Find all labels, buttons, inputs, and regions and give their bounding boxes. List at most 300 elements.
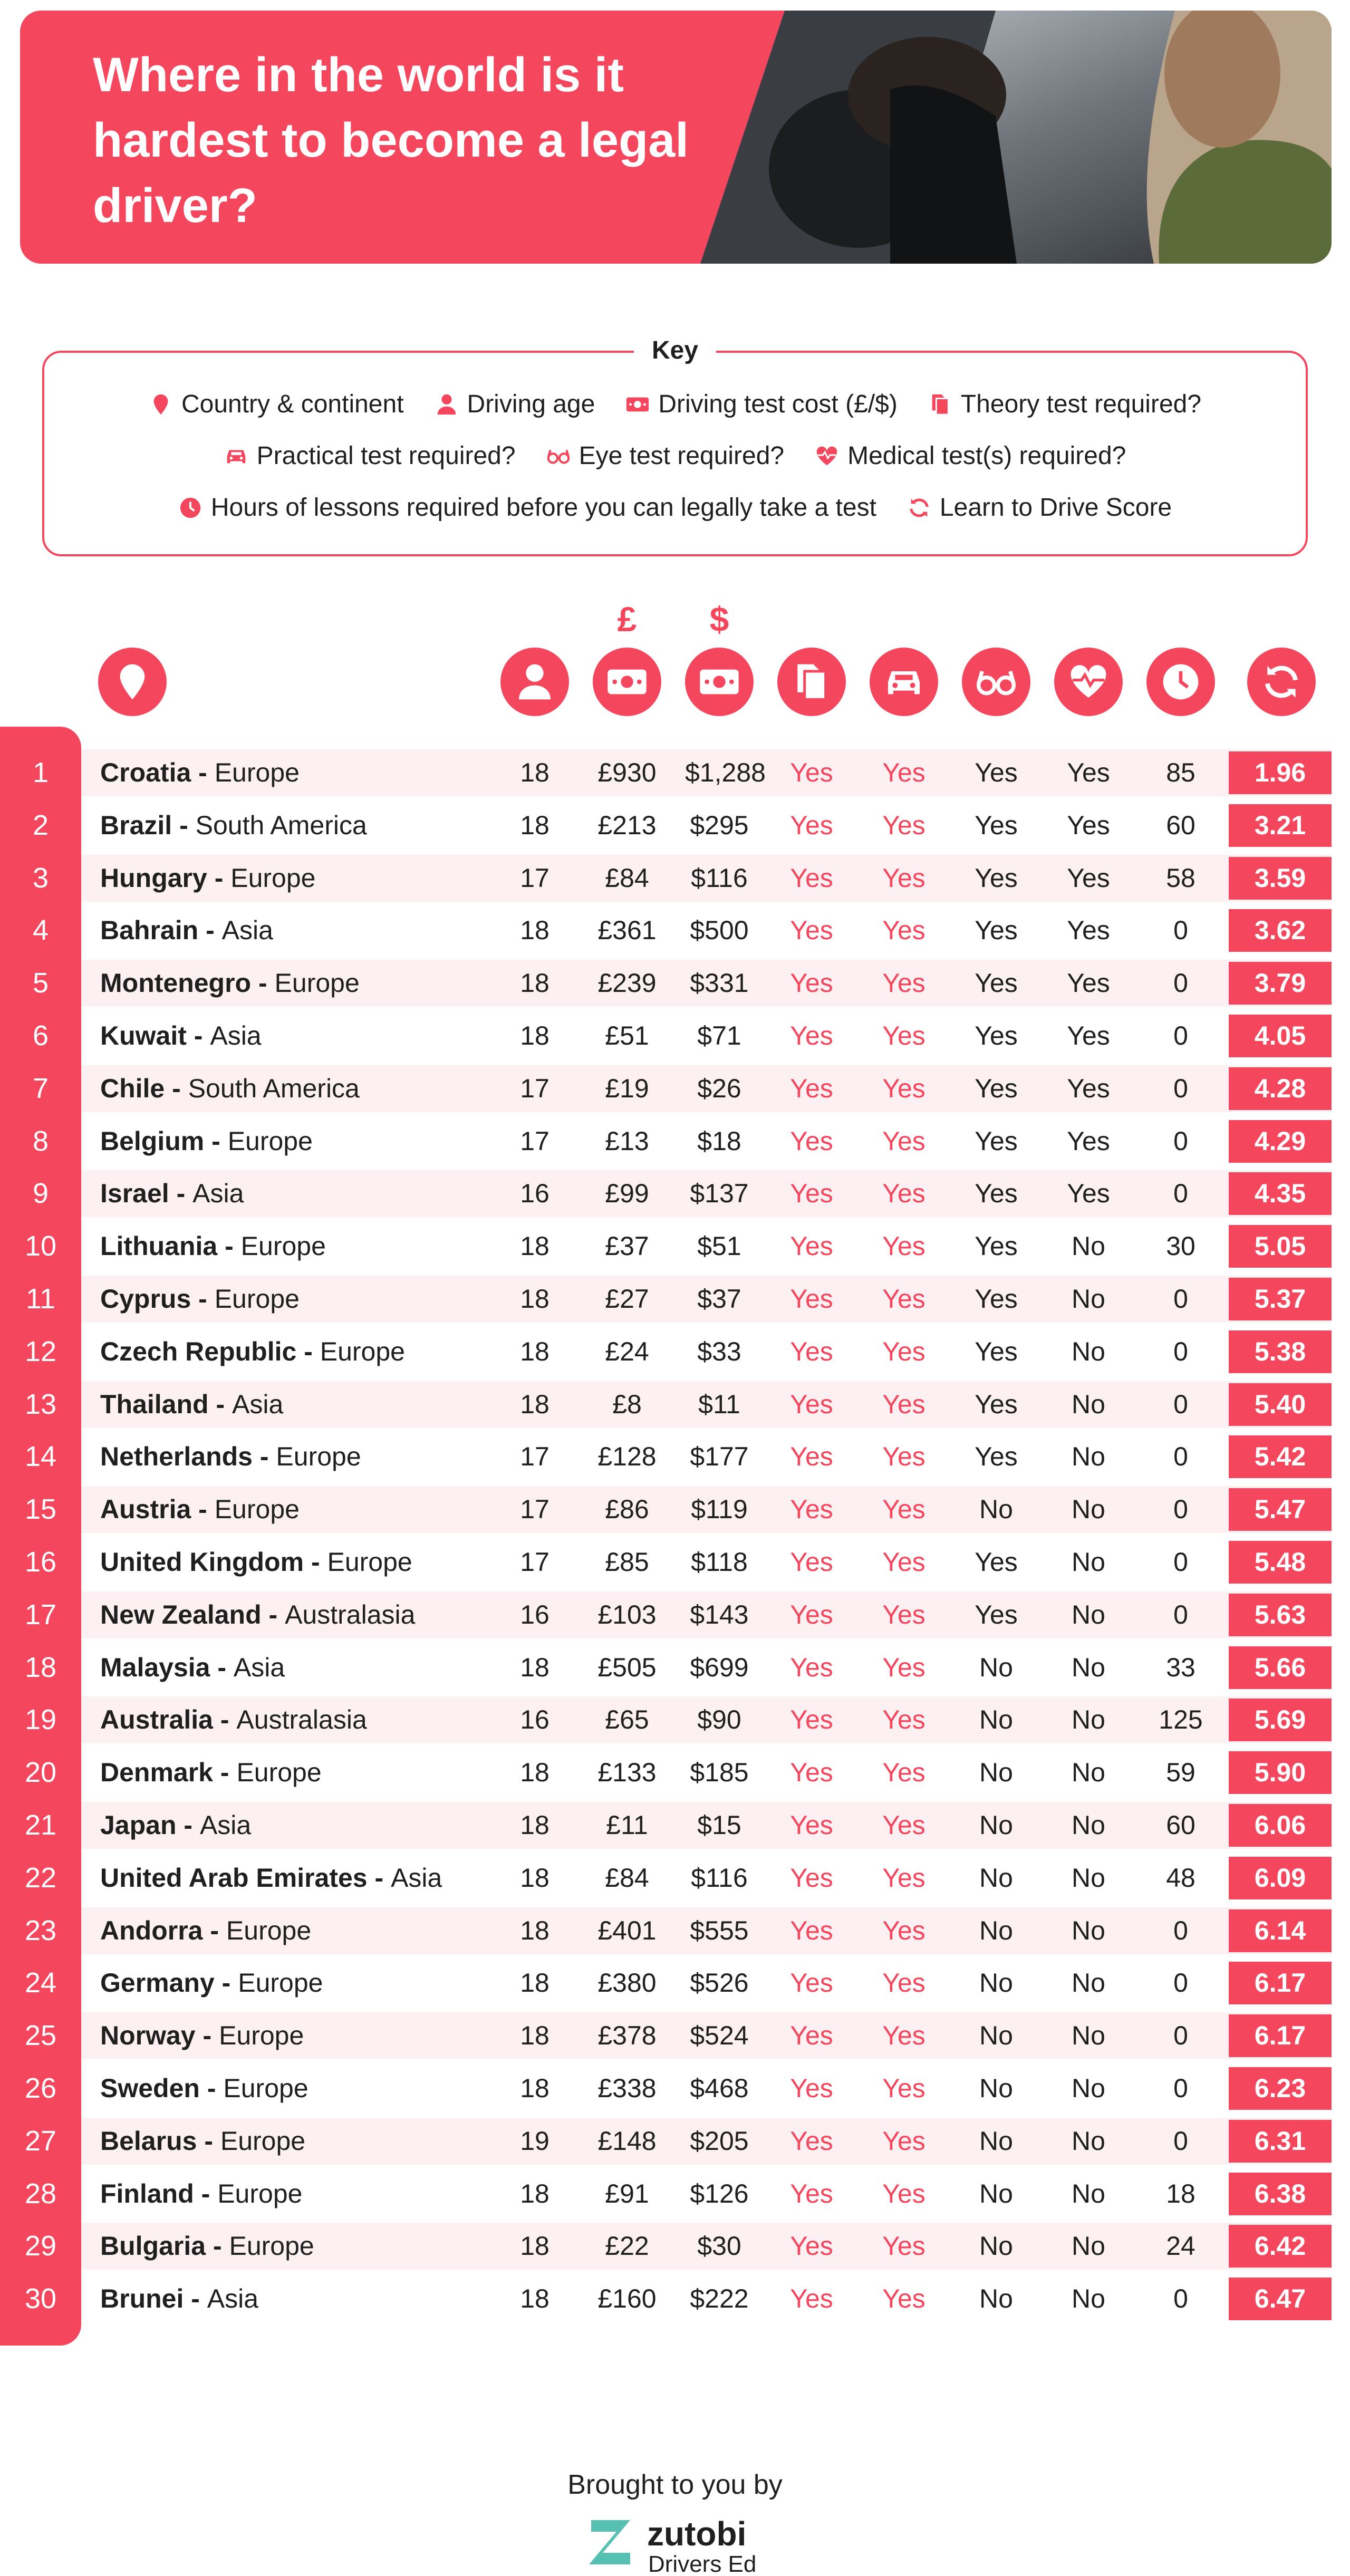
country-cell — [100, 1433, 361, 1480]
banknote-icon — [625, 392, 650, 417]
country-name: Andorra — [100, 1916, 203, 1945]
gbp-cell: £160 — [597, 2284, 657, 2313]
country-cell — [100, 1486, 300, 1533]
country-name: United Arab Emirates — [100, 1863, 368, 1893]
continent-name: Europe — [220, 2126, 306, 2156]
practical-cell: Yes — [882, 1074, 925, 1103]
practical-cell: Yes — [882, 1126, 925, 1156]
column-eye-header — [962, 648, 1030, 716]
country-separator: - — [186, 1021, 210, 1050]
score-cell: 6.42 — [1229, 2225, 1332, 2268]
table-row — [24, 2275, 1332, 2322]
rank-number: 17 — [24, 1599, 57, 1630]
rank-number: 27 — [24, 2125, 57, 2157]
age-cell: 18 — [520, 2021, 549, 2050]
table-row — [32, 1012, 1332, 1059]
age-cell: 18 — [520, 2231, 549, 2261]
hours-cell: 0 — [1173, 2021, 1188, 2050]
score-cell: 1.96 — [1229, 751, 1332, 794]
gbp-cell: £65 — [605, 1705, 649, 1734]
hours-cell: 85 — [1166, 758, 1195, 787]
country-name: Germany — [100, 1968, 215, 1998]
eye-cell: No — [979, 1758, 1013, 1787]
eye-cell: Yes — [975, 758, 1018, 787]
score-cell: 5.37 — [1229, 1278, 1332, 1320]
medical-cell: No — [1072, 1442, 1105, 1471]
age-cell: 18 — [520, 1021, 549, 1050]
rank-number: 16 — [24, 1546, 57, 1578]
gbp-cell: £378 — [597, 2021, 657, 2050]
country-separator: - — [252, 1442, 276, 1471]
key-item-hours: Hours of lessons required before you can legally take a test — [178, 492, 876, 524]
age-cell: 18 — [520, 915, 549, 945]
score-cell: 5.38 — [1229, 1330, 1332, 1373]
country-name: Brazil — [100, 811, 172, 840]
age-cell: 18 — [520, 1284, 549, 1314]
medical-cell: No — [1072, 2021, 1105, 2050]
table-row — [24, 1433, 1332, 1480]
hours-cell: 0 — [1173, 968, 1188, 998]
continent-name: Europe — [327, 1547, 412, 1577]
medical-cell: No — [1072, 1390, 1105, 1419]
brought-to-you-by: Brought to you by — [567, 2469, 783, 2500]
eye-cell: Yes — [975, 1547, 1018, 1577]
continent-name: South America — [195, 811, 367, 840]
eye-cell: No — [979, 1916, 1013, 1945]
eye-cell: Yes — [975, 1390, 1018, 1419]
eye-cell: Yes — [975, 1231, 1018, 1261]
medical-cell: No — [1072, 2073, 1105, 2103]
page-title: Where in the world is it hardest to become a legal driver? — [93, 48, 689, 233]
table-row — [24, 1591, 1332, 1638]
country-separator: - — [191, 1284, 215, 1314]
key-item-practical: Practical test required? — [224, 440, 516, 472]
rank-number: 9 — [32, 1178, 49, 1209]
medical-cell: No — [1072, 1337, 1105, 1366]
country-cell — [100, 1118, 313, 1165]
key-item-score: Learn to Drive Score — [907, 492, 1172, 524]
hours-cell: 0 — [1173, 1284, 1188, 1314]
table-row — [24, 1907, 1332, 1954]
table-row — [24, 1802, 1332, 1849]
practical-cell: Yes — [882, 2021, 925, 2050]
score-cell: 5.42 — [1229, 1435, 1332, 1478]
table-row — [24, 1381, 1332, 1428]
theory-cell: Yes — [790, 1863, 833, 1893]
medical-cell: Yes — [1067, 1021, 1110, 1050]
logo-wordmark: zutobi — [647, 2515, 747, 2553]
medical-cell: No — [1072, 1810, 1105, 1840]
score-cell: 5.69 — [1229, 1699, 1332, 1741]
eye-cell: No — [979, 1705, 1013, 1734]
usd-cell: $524 — [690, 2021, 749, 2050]
medical-cell: Yes — [1067, 758, 1110, 787]
hours-cell: 0 — [1173, 1074, 1188, 1103]
score-cell: 5.63 — [1229, 1594, 1332, 1636]
theory-cell: Yes — [790, 1074, 833, 1103]
person-icon — [514, 661, 556, 703]
eye-cell: Yes — [975, 915, 1018, 945]
practical-cell: Yes — [882, 2126, 925, 2156]
practical-cell: Yes — [882, 1863, 925, 1893]
usd-cell: $26 — [697, 1074, 741, 1103]
practical-cell: Yes — [882, 1021, 925, 1050]
country-name: Bulgaria — [100, 2231, 206, 2261]
age-cell: 17 — [520, 1074, 549, 1103]
hours-cell: 0 — [1173, 2284, 1188, 2313]
country-cell — [100, 2118, 305, 2165]
country-cell — [100, 1223, 326, 1270]
medical-cell: No — [1072, 2231, 1105, 2261]
rank-number: 11 — [25, 1283, 56, 1315]
usd-cell: $526 — [690, 1968, 749, 1998]
usd-cell: $468 — [690, 2073, 749, 2103]
usd-cell: $500 — [690, 915, 749, 945]
rank-number: 19 — [24, 1704, 57, 1735]
theory-cell: Yes — [790, 758, 833, 787]
country-cell — [100, 2275, 258, 2322]
age-cell: 18 — [520, 1968, 549, 1998]
usd-cell: $137 — [690, 1179, 749, 1208]
continent-name: Asia — [192, 1179, 244, 1208]
table-row — [24, 2223, 1332, 2270]
hours-cell: 0 — [1173, 1179, 1188, 1208]
practical-cell: Yes — [882, 1390, 925, 1419]
age-cell: 18 — [520, 1390, 549, 1419]
table-row — [24, 1749, 1332, 1796]
country-cell — [100, 1907, 311, 1954]
table-row — [24, 1960, 1332, 2006]
rank-number: 5 — [32, 967, 49, 999]
currency-gbp-symbol: £ — [617, 600, 637, 639]
gbp-cell: £37 — [605, 1231, 649, 1261]
country-cell — [100, 1749, 322, 1796]
country-name: Hungary — [100, 863, 207, 893]
hours-cell: 30 — [1166, 1231, 1195, 1261]
continent-name: Australasia — [285, 1600, 416, 1629]
country-separator: - — [191, 1494, 215, 1524]
usd-cell: $18 — [697, 1126, 741, 1156]
country-cell — [100, 1591, 415, 1638]
country-name: Israel — [100, 1179, 169, 1208]
table-row — [32, 1170, 1332, 1217]
score-cell: 6.14 — [1229, 1909, 1332, 1952]
age-cell: 18 — [520, 2073, 549, 2103]
usd-cell: $116 — [691, 863, 748, 893]
country-name: Croatia — [100, 758, 191, 787]
header-photo-driver-image — [700, 11, 1332, 264]
continent-name: Europe — [219, 2021, 304, 2050]
age-cell: 17 — [520, 1126, 549, 1156]
practical-cell: Yes — [882, 811, 925, 840]
usd-cell: $30 — [697, 2231, 741, 2261]
eye-cell: Yes — [975, 1284, 1018, 1314]
practical-cell: Yes — [882, 1968, 925, 1998]
hours-cell: 0 — [1173, 1494, 1188, 1524]
country-cell — [100, 802, 367, 849]
banknote-icon — [698, 661, 740, 703]
theory-cell: Yes — [790, 2284, 833, 2313]
country-cell — [100, 2065, 308, 2112]
score-cell: 4.05 — [1229, 1015, 1332, 1057]
gbp-cell: £13 — [605, 1126, 649, 1156]
usd-cell: $11 — [698, 1390, 740, 1419]
continent-name: Asia — [210, 1021, 262, 1050]
country-separator: - — [191, 758, 215, 787]
country-cell — [100, 749, 300, 796]
hours-cell: 48 — [1166, 1863, 1195, 1893]
age-cell: 18 — [520, 1231, 549, 1261]
theory-cell: Yes — [790, 2126, 833, 2156]
gbp-cell: £401 — [597, 1916, 657, 1945]
theory-cell: Yes — [790, 1653, 833, 1682]
country-separator: - — [194, 2179, 218, 2208]
eye-cell: No — [979, 1863, 1013, 1893]
country-cell — [100, 1960, 323, 2006]
country-separator: - — [206, 2231, 229, 2261]
medical-cell: Yes — [1067, 1179, 1110, 1208]
key-item-theory: Theory test required? — [928, 389, 1201, 420]
country-cell — [100, 1539, 412, 1586]
location-pin-icon — [149, 392, 173, 417]
car-icon — [224, 444, 248, 468]
table-row — [24, 2012, 1332, 2059]
country-separator: - — [251, 968, 275, 998]
country-name: Kuwait — [100, 1021, 187, 1050]
theory-cell: Yes — [790, 811, 833, 840]
rank-number: 20 — [24, 1757, 57, 1788]
medical-cell: No — [1072, 1863, 1105, 1893]
theory-cell: Yes — [790, 1126, 833, 1156]
key-row-2 — [44, 440, 1306, 472]
eye-cell: Yes — [975, 1600, 1018, 1629]
continent-name: Asia — [233, 1653, 285, 1682]
score-cell: 3.79 — [1229, 962, 1332, 1005]
medical-cell: No — [1072, 1758, 1105, 1787]
country-name: New Zealand — [100, 1600, 262, 1629]
eye-cell: Yes — [975, 1074, 1018, 1103]
continent-name: Europe — [236, 1758, 322, 1787]
score-cell: 6.38 — [1229, 2173, 1332, 2215]
continent-name: Europe — [276, 1442, 361, 1471]
score-cell: 6.06 — [1229, 1804, 1332, 1847]
theory-cell: Yes — [790, 1916, 833, 1945]
medical-cell: No — [1072, 1494, 1105, 1524]
country-name: Chile — [100, 1074, 165, 1103]
age-cell: 17 — [520, 1442, 549, 1471]
eye-cell: No — [979, 1653, 1013, 1682]
theory-cell: Yes — [790, 1442, 833, 1471]
gbp-cell: £99 — [605, 1179, 649, 1208]
medical-cell: No — [1072, 1284, 1105, 1314]
practical-cell: Yes — [882, 1284, 925, 1314]
theory-cell: Yes — [790, 863, 833, 893]
continent-name: Europe — [214, 758, 300, 787]
eye-cell: Yes — [975, 1442, 1018, 1471]
table-row — [32, 960, 1332, 1007]
rank-number: 30 — [24, 2283, 57, 2314]
country-separator: - — [208, 1390, 233, 1419]
table-row — [24, 1644, 1332, 1691]
hours-cell: 0 — [1173, 1126, 1188, 1156]
hours-cell: 24 — [1166, 2231, 1195, 2261]
glasses-icon — [546, 444, 571, 468]
continent-name: Europe — [226, 1916, 312, 1945]
key-row-3 — [44, 492, 1306, 524]
table-row — [32, 907, 1332, 954]
country-name: Belarus — [100, 2126, 197, 2156]
gbp-cell: £27 — [605, 1284, 649, 1314]
eye-cell: No — [979, 2284, 1013, 2313]
score-cell: 3.59 — [1229, 857, 1332, 900]
theory-cell: Yes — [790, 915, 833, 945]
score-cell: 5.47 — [1229, 1488, 1332, 1531]
score-cell: 4.35 — [1229, 1172, 1332, 1215]
theory-cell: Yes — [790, 1968, 833, 1998]
medical-cell: Yes — [1067, 968, 1110, 998]
continent-name: Europe — [238, 1968, 323, 1998]
eye-cell: Yes — [975, 1126, 1018, 1156]
score-cell: 4.29 — [1229, 1120, 1332, 1163]
score-cell: 5.66 — [1229, 1646, 1332, 1689]
age-cell: 18 — [520, 968, 549, 998]
key-box — [42, 336, 1308, 556]
rank-number: 3 — [32, 862, 49, 894]
key-title: Key — [44, 335, 1306, 366]
theory-cell: Yes — [790, 968, 833, 998]
continent-name: Europe — [227, 1126, 313, 1156]
column-hours-header — [1146, 648, 1215, 716]
country-separator: - — [213, 1705, 237, 1734]
hours-cell: 125 — [1159, 1705, 1203, 1734]
theory-cell: Yes — [790, 2179, 833, 2208]
country-cell — [100, 1644, 285, 1691]
country-cell — [100, 1802, 251, 1849]
practical-cell: Yes — [882, 1494, 925, 1524]
gbp-cell: £380 — [597, 1968, 657, 1998]
key-row-1 — [44, 389, 1306, 420]
score-cell: 6.31 — [1229, 2120, 1332, 2163]
country-separator: - — [169, 1179, 193, 1208]
hours-cell: 0 — [1173, 2073, 1188, 2103]
theory-cell: Yes — [790, 1284, 833, 1314]
country-separator: - — [296, 1337, 320, 1366]
table-row — [24, 1486, 1332, 1533]
table-row — [24, 2065, 1332, 2112]
country-name: Cyprus — [100, 1284, 191, 1314]
column-score-header — [1247, 648, 1316, 716]
country-separator: - — [217, 1231, 241, 1261]
gbp-cell: £84 — [605, 1863, 649, 1893]
practical-cell: Yes — [882, 1758, 925, 1787]
rank-number: 28 — [24, 2178, 57, 2210]
hours-cell: 0 — [1173, 1916, 1188, 1945]
country-separator: - — [204, 1126, 228, 1156]
country-name: Thailand — [100, 1390, 209, 1419]
age-cell: 16 — [520, 1179, 549, 1208]
practical-cell: Yes — [882, 1231, 925, 1261]
country-cell — [100, 1276, 300, 1323]
gbp-cell: £51 — [605, 1021, 649, 1050]
clock-icon — [178, 496, 202, 520]
country-cell — [100, 2170, 302, 2217]
country-cell — [100, 907, 273, 954]
theory-cell: Yes — [790, 2231, 833, 2261]
score-cell: 5.90 — [1229, 1751, 1332, 1794]
usd-cell: $143 — [690, 1600, 749, 1629]
eye-cell: Yes — [975, 863, 1018, 893]
continent-name: Australasia — [236, 1705, 367, 1734]
hours-cell: 0 — [1173, 1600, 1188, 1629]
score-cell: 5.48 — [1229, 1541, 1332, 1584]
practical-cell: Yes — [882, 2073, 925, 2103]
eye-cell: Yes — [975, 968, 1018, 998]
gbp-cell: £148 — [597, 2126, 657, 2156]
age-cell: 18 — [520, 811, 549, 840]
column-country-header — [98, 648, 167, 716]
country-cell — [100, 1381, 283, 1428]
gbp-cell: £22 — [605, 2231, 649, 2261]
practical-cell: Yes — [882, 1810, 925, 1840]
theory-cell: Yes — [790, 1179, 833, 1208]
country-cell — [100, 2223, 314, 2270]
age-cell: 18 — [520, 1810, 549, 1840]
country-separator: - — [199, 2073, 224, 2103]
usd-cell: $90 — [697, 1705, 741, 1734]
medical-cell: No — [1072, 1968, 1105, 1998]
country-separator: - — [210, 1653, 234, 1682]
rank-number: 1 — [32, 757, 49, 788]
score-cell: 6.23 — [1229, 2067, 1332, 2110]
practical-cell: Yes — [882, 2231, 925, 2261]
age-cell: 18 — [520, 758, 549, 787]
usd-cell: $1,288 — [685, 758, 766, 787]
usd-cell: $33 — [697, 1337, 741, 1366]
rank-number: 6 — [32, 1020, 49, 1051]
medical-cell: Yes — [1067, 915, 1110, 945]
eye-cell: Yes — [975, 1021, 1018, 1050]
table-row — [32, 749, 1332, 796]
eye-cell: Yes — [975, 1179, 1018, 1208]
country-name: Lithuania — [100, 1231, 218, 1261]
country-cell — [100, 1065, 360, 1112]
medical-cell: No — [1072, 2179, 1105, 2208]
car-icon — [883, 661, 925, 703]
age-cell: 16 — [520, 1705, 549, 1734]
usd-cell: $699 — [690, 1653, 749, 1682]
practical-cell: Yes — [882, 1600, 925, 1629]
country-cell — [100, 855, 315, 902]
heart-pulse-icon — [815, 444, 839, 468]
theory-cell: Yes — [790, 2021, 833, 2050]
hours-cell: 33 — [1166, 1653, 1195, 1682]
rank-number: 21 — [24, 1809, 57, 1841]
table-row — [24, 1539, 1332, 1586]
country-cell — [100, 2012, 304, 2059]
rank-number: 2 — [32, 809, 49, 841]
practical-cell: Yes — [882, 1705, 925, 1734]
column-theory-header — [777, 648, 846, 716]
gbp-cell: £85 — [605, 1547, 649, 1577]
country-separator: - — [261, 1600, 285, 1629]
score-cell: 3.21 — [1229, 804, 1332, 847]
rank-number: 15 — [24, 1493, 57, 1525]
country-cell — [100, 1855, 442, 1902]
hours-cell: 59 — [1166, 1758, 1195, 1787]
practical-cell: Yes — [882, 968, 925, 998]
logo-subtitle: Drivers Ed — [648, 2551, 757, 2576]
country-separator: - — [207, 863, 231, 893]
